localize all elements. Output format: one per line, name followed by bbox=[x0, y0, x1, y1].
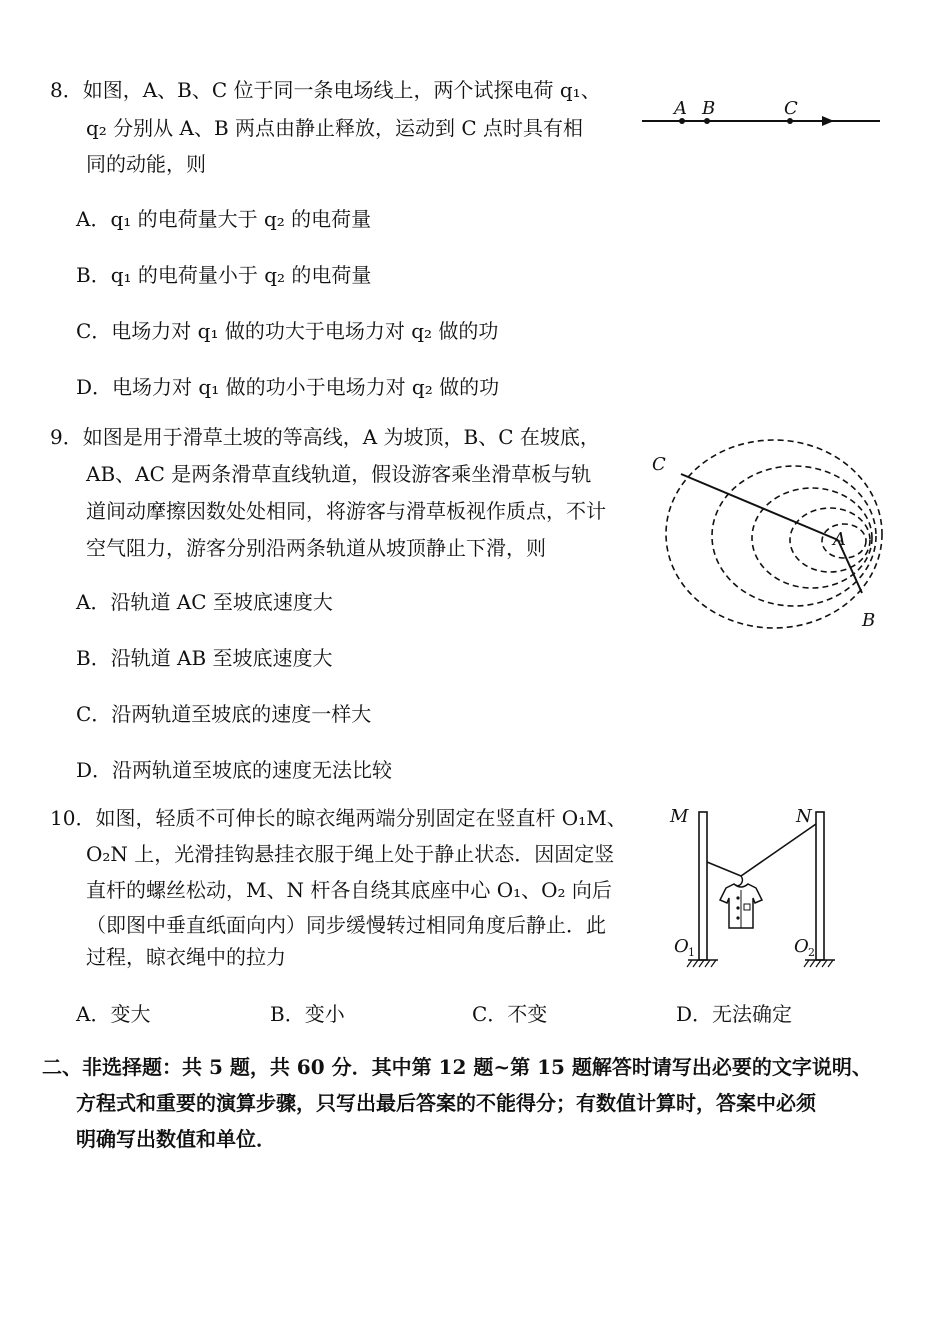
q9-label-a: A bbox=[833, 529, 846, 550]
q8-stem-line-1: 8．如图，A、B、C 位于同一条电场线上，两个试探电荷 q₁、 bbox=[50, 78, 601, 102]
q8-stem-line-3: 同的动能，则 bbox=[86, 152, 206, 176]
q8-option-d: D．电场力对 q₁ 做的功小于电场力对 q₂ 做的功 bbox=[76, 375, 500, 399]
q10-option-b: B．变小 bbox=[270, 1002, 345, 1026]
q10-option-a: A．变大 bbox=[76, 1002, 151, 1026]
q9-option-c: C．沿两轨道至坡底的速度一样大 bbox=[76, 702, 372, 726]
q10-label-m: M bbox=[670, 806, 689, 827]
section-2-line-3: 明确写出数值和单位． bbox=[76, 1127, 276, 1151]
q10-option-d: D．无法确定 bbox=[676, 1002, 793, 1026]
q10-label-o1: O bbox=[674, 936, 689, 957]
q9-stem-line-2: AB、AC 是两条滑草直线轨道，假设游客乘坐滑草板与轨 bbox=[86, 462, 592, 486]
q10-stem-line-1: 10．如图，轻质不可伸长的晾衣绳两端分别固定在竖直杆 O₁M、 bbox=[50, 806, 627, 830]
q10-stem-line-2: O₂N 上，光滑挂钩悬挂衣服于绳上处于静止状态．因固定竖 bbox=[86, 842, 615, 866]
q10-label-o1-sub: 1 bbox=[688, 946, 695, 959]
q8-option-a: A．q₁ 的电荷量大于 q₂ 的电荷量 bbox=[76, 207, 372, 231]
q9-option-d: D．沿两轨道至坡底的速度无法比较 bbox=[76, 758, 393, 782]
q9-option-b: B．沿轨道 AB 至坡底速度大 bbox=[76, 646, 333, 670]
section-2-line-2: 方程式和重要的演算步骤，只写出最后答案的不能得分；有数值计算时，答案中必须 bbox=[76, 1091, 816, 1115]
q8-label-c: C bbox=[784, 98, 798, 119]
q8-label-a: A bbox=[674, 98, 687, 119]
q9-label-b: B bbox=[862, 610, 876, 631]
q8-option-c: C．电场力对 q₁ 做的功大于电场力对 q₂ 做的功 bbox=[76, 319, 499, 343]
q9-stem-line-4: 空气阻力，游客分别沿两条轨道从坡顶静止下滑，则 bbox=[86, 536, 546, 560]
q10-stem-line-5: 过程，晾衣绳中的拉力 bbox=[86, 945, 286, 969]
q9-contour-figure bbox=[644, 420, 894, 635]
q10-stem-line-4: （即图中垂直纸面向内）同步缓慢转过相同角度后静止．此 bbox=[86, 913, 606, 937]
q8-option-b: B．q₁ 的电荷量小于 q₂ 的电荷量 bbox=[76, 263, 372, 287]
q10-option-c: C．不变 bbox=[472, 1002, 548, 1026]
q10-label-o2-sub: 2 bbox=[808, 946, 815, 959]
q8-label-b: B bbox=[702, 98, 716, 119]
q10-label-n: N bbox=[796, 806, 812, 827]
q9-label-c: C bbox=[652, 454, 666, 475]
q10-label-o2: O bbox=[794, 936, 809, 957]
q8-field-line-figure bbox=[636, 92, 886, 138]
q9-option-a: A．沿轨道 AC 至坡底速度大 bbox=[76, 590, 333, 614]
q10-clothesline-figure bbox=[666, 802, 856, 972]
q8-stem-line-2: q₂ 分别从 A、B 两点由静止释放，运动到 C 点时具有相 bbox=[86, 116, 584, 140]
q9-stem-line-3: 道间动摩擦因数处处相同，将游客与滑草板视作质点，不计 bbox=[86, 499, 606, 523]
q10-stem-line-3: 直杆的螺丝松动，M、N 杆各自绕其底座中心 O₁、O₂ 向后 bbox=[86, 878, 612, 902]
section-2-line-1: 二、非选择题：共 5 题，共 60 分．其中第 12 题~第 15 题解答时请写出必要的文字说明、 bbox=[42, 1055, 872, 1079]
q9-stem-line-1: 9．如图是用于滑草土坡的等高线，A 为坡顶，B、C 在坡底， bbox=[50, 425, 600, 449]
